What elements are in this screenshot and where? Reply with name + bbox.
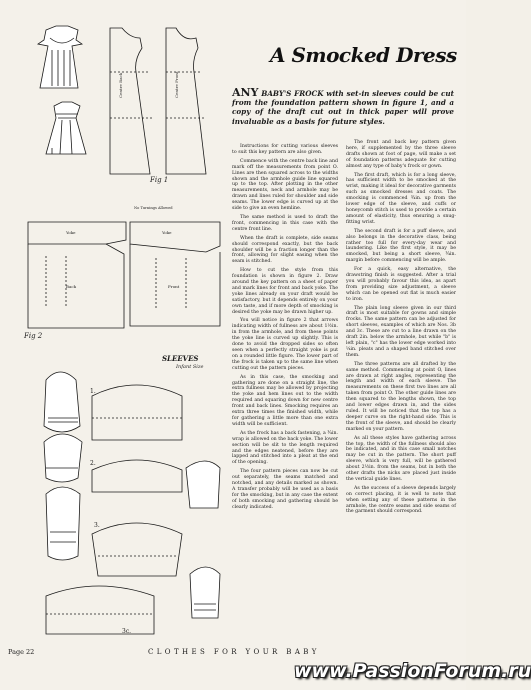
draft-number-2: 2. <box>90 460 96 467</box>
draft-number-3c: 3c. <box>122 628 132 635</box>
sleeves-title: SLEEVES <box>162 354 199 363</box>
right-paragraph: As all these styles have gathering across the top, the width of the fullness should also be indicated, and in this case small notches may be cut in the pattern. The short puff sleeve, which is very full, will be gathered about 2½in. from the seams, but in both the other drafts the nicks are placed just inside the vertical guide lines. <box>346 435 456 482</box>
middle-paragraph: Commence with the centre back line and mark off the measurements from point O. Lines are then squared across to the widths shown and the armhole guide line squared up to the top. After plotting in the other measurements, neck and armhole may be drawn and lines ruled for shoulder and side seams. The lower edge is curved up at the side to give an even hemline. <box>232 158 338 212</box>
right-paragraph: As the success of a sleeve depends largely on correct placing, it is well to note that when setting any of these patterns in the armhole, the centre seams and side seams of the garment should correspond. <box>346 485 456 515</box>
right-paragraph: The three patterns are all drafted by the same method. Commencing at point O, lines are drawn at right angles, representing the length and width of each sleeve. The measurements on these first two lines are all taken from point O. The other guide lines are then squared to the lengths shown, the top and lower edges drawn in, and the sides ruled. It will be noticed that the top has a deeper curve on the right-hand side. This is the front of the sleeve, and should be clearly marked on your pattern. <box>346 361 456 432</box>
right-paragraph: The front and back key pattern given here, if supplemented by the three sleeve drafts shown at foot of page, will make a set of foundation patterns adequate for cutting almost any type of baby's frock or gown. <box>346 140 456 169</box>
middle-paragraph: As in this case, the smocking and gathering are done on a straight line, the extra fullness may be allowed by projecting the yoke and hem lines out to the width required and squaring down for new centre front and back lines. Smocking requires an extra three times the finished width, while for gathering a little more than one extra width will be sufficient. <box>232 374 338 427</box>
intro-text: BABY'S FROCK with set-in sleeves could be cut from the foundation pattern shown in figure 1, and a copy of the draft cut out in thick paper will prove invaluable as a basis for future styles. <box>232 89 454 126</box>
sleeve-illustrations <box>44 372 220 618</box>
sleeves-subtitle: Infant Size <box>176 364 204 370</box>
page-number: Page 22 <box>8 648 35 656</box>
article-intro <box>232 88 454 126</box>
fig1-label: Fig 1 <box>150 176 169 184</box>
right-paragraph: The plain long sleeve given in our third draft is most suitable for gowns and simple frocks. The same pattern can be adjusted for short sleeves, examples of which are Nos. 3b and 3c. These are cut to a line drawn on the draft 2in. below the armhole, but while "b" is left plain, "c" has the lower edge worked into ¼in. pleats and a shaped band stitched over them. <box>346 305 456 358</box>
right-paragraph: For a quick, easy alternative, the drawstring finish is suggested. After a trial you will probably favour this idea, as apart from providing size adjustment, a sleeve which can be opened out flat is much easier to iron. <box>346 267 456 302</box>
site-watermark: www.PassionForum.ru <box>294 660 531 682</box>
article-column-middle <box>232 144 338 514</box>
draft-number-1: 1. <box>90 388 96 395</box>
article-title: A Smocked Dress <box>270 43 457 67</box>
pattern-figures <box>6 8 232 648</box>
middle-paragraph: The four pattern pieces can now be cut out separately, the seams matched and notched, and any details marked as shown. A transfer probably will be used as a basis for the smocking, but in any case the extent of both smocking and gathering should be clearly indicated. <box>232 469 338 510</box>
front-yoke-label: Yoke <box>162 230 172 235</box>
back-label: Back <box>66 284 76 289</box>
middle-paragraph: Instructions for cutting various sleeves to suit this key pattern are also given. <box>232 144 338 155</box>
centre-front-label: Centre Front <box>174 71 179 98</box>
middle-paragraph: As the frock has a back fastening, a ¾in. wrap is allowed on the back yoke. The lower section will be slit to the length required and the edges neatened, before they are lapped and stitched into a pleat at the end of the opening. <box>232 430 338 466</box>
middle-paragraph: How to cut the style from this foundation is shown in figure 2. Draw around the key pattern on a sheet of paper and mark lines for front and back yoke. The yoke lines already on your draft would be satisfactory, but it depends entirely on your own taste, and if more depth of smocking is desired the yoke may be drawn higher up. <box>232 268 338 315</box>
back-yoke-label: Yoke <box>66 230 76 235</box>
fig2-label: Fig 2 <box>24 332 43 340</box>
intro-lead: ANY <box>232 86 259 99</box>
centre-back-label: Centre Back <box>118 72 123 98</box>
publication-title: CLOTHES FOR YOUR BABY <box>148 648 320 656</box>
dress-illustration-1 <box>38 26 82 88</box>
right-paragraph: The second draft is for a puff sleeve, and also belongs in the decorative class, being rather too full for every-day wear and laundering. Like the first style, it may be smocked, but being a short sleeve, ¾in. margin before commencing will be ample. <box>346 228 456 264</box>
draft-number-3: 3. <box>94 522 100 529</box>
dress-illustration-2 <box>46 102 86 154</box>
middle-paragraph: You will notice in figure 2 that arrows indicating width of fullness are about 1½in. in from the armhole, and from these points the yoke line is curved up slightly. This is done to avoid the dropped sides so often seen when a perfectly straight yoke is put on a rounded little figure. The lower part of the frock is taken up to the same line when cutting out the pattern pieces. <box>232 318 338 371</box>
middle-paragraph: When the draft is complete, side seams should correspond exactly, but the back shoulder will be a fraction longer than the front, allowing for slight easing when the seam is stitched. <box>232 235 338 265</box>
pattern-drawings <box>6 8 232 648</box>
middle-paragraph: The same method is used to draft the front, commencing in this case with the centre front line. <box>232 214 338 232</box>
front-label: Front <box>168 284 180 289</box>
tuck-label: No Turnings Allowed <box>134 206 173 210</box>
article-column-right <box>346 140 456 518</box>
right-paragraph: The first draft, which is for a long sleeve, has sufficient width to be smocked at the wrist, making it ideal for decorative garments such as smocked dresses and coats. The smocking is commenced ¾in. up from the lower edge of the sleeve, and cuffs or honeycomb stitch is used to provide a certain amount of elasticity, thus ensuring a snug-fitting wrist. <box>346 172 456 225</box>
